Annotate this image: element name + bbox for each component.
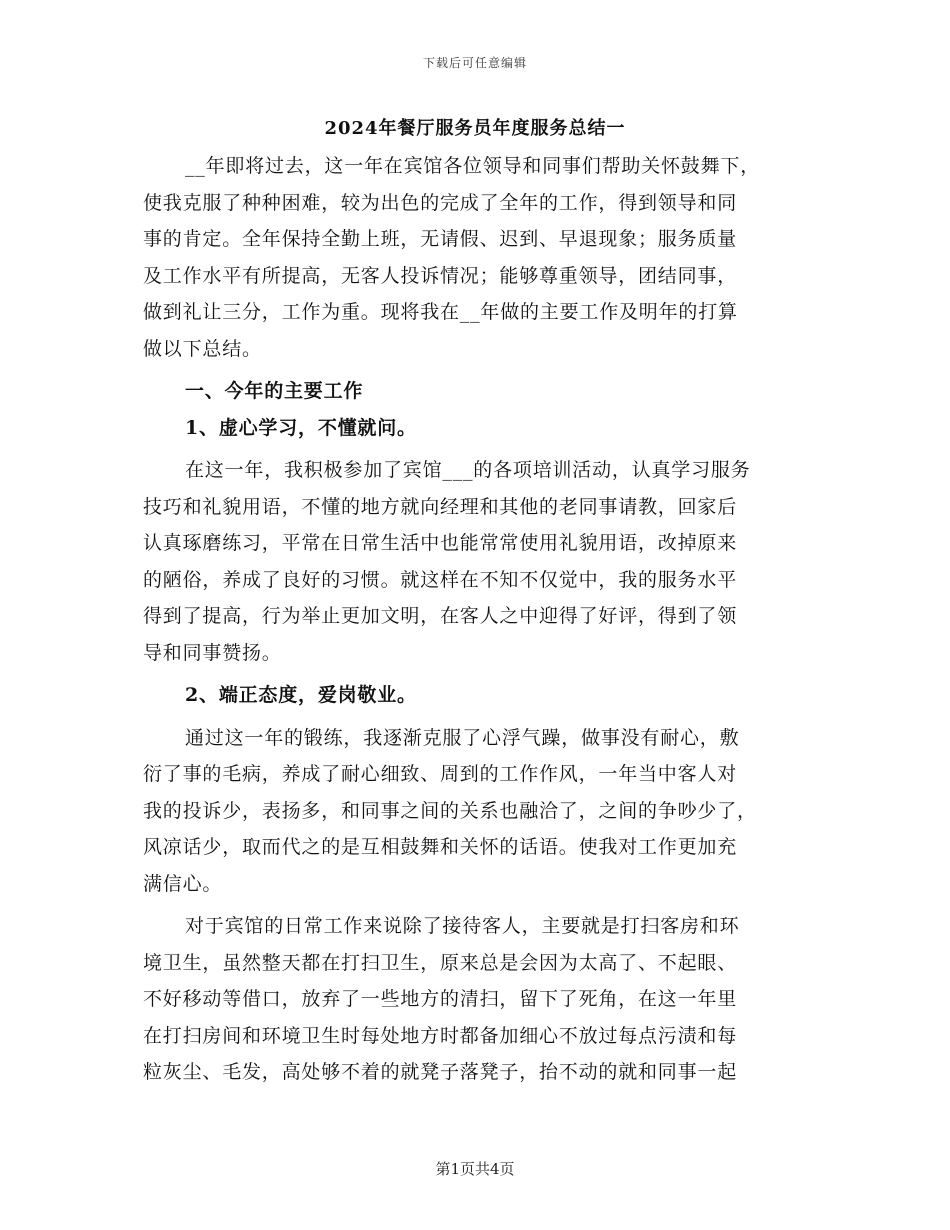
text-line: __年即将过去，这一年在宾馆各位领导和同事们帮助关怀鼓舞下， (185, 155, 761, 177)
text-line: 境卫生，虽然整天都在打扫卫生，原来总是会因为太高了、不起眼、 (143, 951, 738, 974)
text-line: 技巧和礼貌用语，不懂的地方就向经理和其他的老同事请教，回家后 (143, 495, 738, 518)
text-line: 认真琢磨练习，平常在日常生活中也能常常使用礼貌用语，改掉原来 (143, 532, 738, 554)
text-line: 做到礼让三分，工作为重。现将我在__年做的主要工作及明年的打算 (143, 301, 738, 323)
item2-heading: 2、端正态度，爱岗敬业。 (185, 684, 417, 706)
text-line: 衍了事的毛病，养成了耐心细致、周到的工作作风，一年当中客人对 (143, 763, 738, 785)
document-title: 2024年餐厅服务员年度服务总结一 (324, 118, 626, 139)
text-line: 及工作水平有所提高，无客人投诉情况；能够尊重领导，团结同事， (143, 264, 738, 287)
text-line: 不好移动等借口，放弃了一些地方的清扫，留下了死角，在这一年里 (143, 988, 738, 1010)
text-line: 的陋俗，养成了良好的习惯。就这样在不知不仅觉中，我的服务水平 (143, 568, 738, 591)
item2-paragraph (143, 720, 813, 903)
text-line: 做以下总结。 (143, 337, 262, 360)
text-line: 使我克服了种种困难，较为出色的完成了全年的工作，得到领导和同 (143, 191, 738, 214)
section-heading: 一、今年的主要工作 (185, 380, 364, 402)
text-line: 在打扫房间和环境卫生时每处地方时都备加细心不放过每点污渍和每 (143, 1024, 738, 1047)
text-line: 导和同事赞扬。 (143, 641, 282, 664)
text-line: 得到了提高，行为举止更加文明，在客人之中迎得了好评，得到了领 (143, 605, 738, 627)
item3-paragraph (143, 908, 813, 1091)
text-line: 粒灰尘、毛发，高处够不着的就凳子落凳子，抬不动的就和同事一起 (143, 1061, 738, 1083)
text-line: 在这一年，我积极参加了宾馆___的各项培训活动，认真学习服务 (185, 459, 751, 481)
text-line: 事的肯定。全年保持全勤上班，无请假、迟到、早退现象；服务质量 (143, 228, 738, 250)
item1-paragraph (143, 452, 813, 671)
text-line: 对于宾馆的日常工作来说除了接待客人，主要就是打扫客房和环 (185, 915, 740, 937)
text-line: 满信心。 (143, 872, 223, 895)
document-body (143, 148, 813, 1091)
intro-paragraph (143, 148, 813, 367)
text-line: 风凉话少，取而代之的是互相鼓舞和关怀的话语。使我对工作更加充 (143, 836, 738, 858)
header-note: 下载后可任意编辑 (422, 56, 527, 70)
text-line: 我的投诉少，表扬多，和同事之间的关系也融洽了，之间的争吵少了， (143, 799, 757, 822)
page-footer: 第1页共4页 (435, 1160, 515, 1178)
item1-heading: 1、虚心学习，不懂就问。 (185, 416, 417, 439)
text-line: 通过这一年的锻练，我逐渐克服了心浮气躁，做事没有耐心，敷 (185, 726, 740, 749)
